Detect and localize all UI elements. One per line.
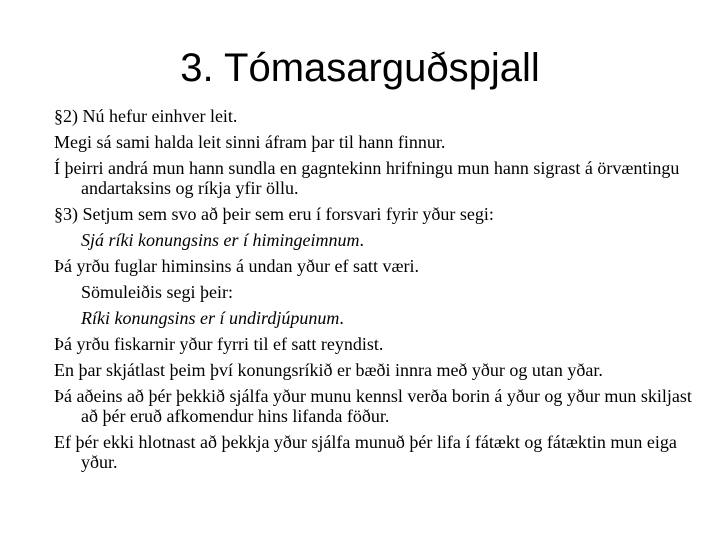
paragraph-2: Megi sá sami halda leit sinni áfram þar til hann finnur. <box>54 132 446 152</box>
paragraph-6: Sömuleiðis segi þeir: <box>81 282 233 302</box>
paragraph-1: §2) Nú hefur einhver leit. <box>54 106 238 126</box>
paragraph-8: En þar skjátlast þeim því konungsríkið er bæði innra með yður og utan yðar. <box>54 360 603 380</box>
quote-line-sky <box>54 230 704 250</box>
quote-sky-period: . <box>359 230 364 250</box>
paragraph-5: Þá yrðu fuglar himinsins á undan yður ef satt væri. <box>54 256 419 276</box>
quote-sky: Sjá ríki konungsins er í himingeimnum <box>81 230 360 250</box>
slide-body <box>54 106 704 478</box>
paragraph-4: §3) Setjum sem svo að þeir sem eru í forsvari fyrir yður segi: <box>54 204 494 224</box>
quote-depths-period: . <box>339 308 344 328</box>
paragraph-7: Þá yrðu fiskarnir yður fyrri til ef satt reyndist. <box>54 334 384 354</box>
quote-line-depths <box>54 308 704 328</box>
paragraph-3: Í þeirri andrá mun hann sundla en gagntekinn hrifningu mun hann sigrast á örvæntingu andartaksins og ríkja yfir öllu. <box>54 158 680 198</box>
quote-depths: Ríki konungsins er í undirdjúpunum <box>81 308 340 328</box>
paragraph-9: Þá aðeins að þér þekkið sjálfa yður munu kennsl verða borin á yður og yður mun skiljast að þér eruð afkomendur hins lifanda föður. <box>54 386 692 426</box>
paragraph-10: Ef þér ekki hlotnast að þekkja yður sjálfa munuð þér lifa í fátækt og fátæktin mun eiga yður. <box>54 432 677 472</box>
slide-title: 3. Tómasarguðspjall <box>180 46 540 90</box>
